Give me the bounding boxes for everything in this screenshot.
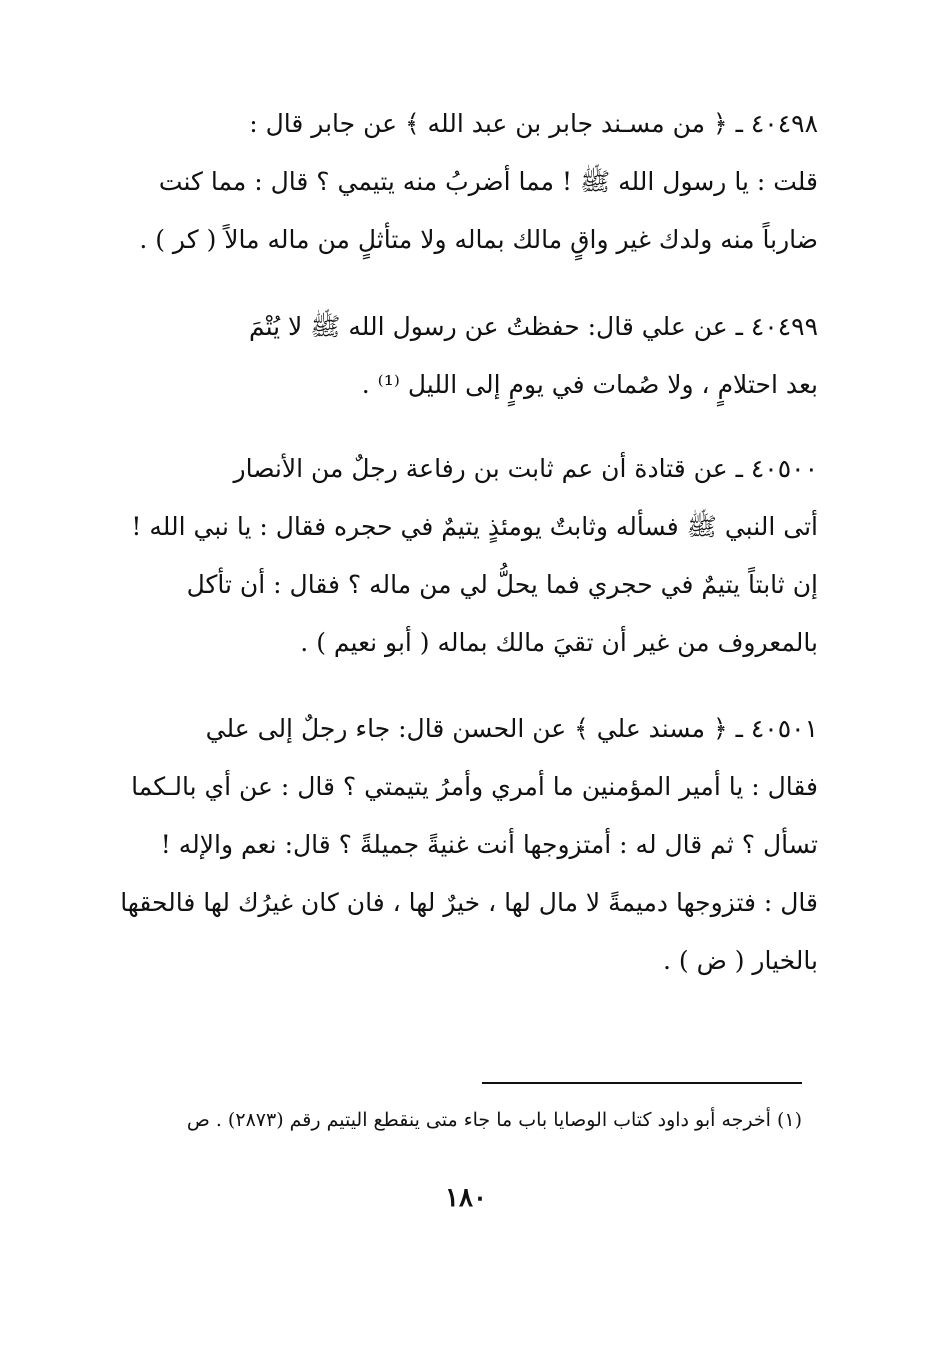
text-line: ٤٠٥٠٠ ـ عن قتادة أن عم ثابت بن رفاعة رجلٌ من الأنصار <box>233 454 818 483</box>
hadith-40499 <box>96 298 818 414</box>
footnote-divider <box>482 1082 802 1084</box>
hadith-40500 <box>96 440 818 672</box>
hadith-40501 <box>96 700 818 990</box>
text-line: أتى النبي ﷺ فسأله وثابتٌ يومئذٍ يتيمٌ في حجره فقال : يا نبي الله ! <box>131 512 818 541</box>
hadith-40498 <box>96 95 818 269</box>
text-line: بالمعروف من غير أن تقيَ مالك بماله ( أبو نعيم ) . <box>300 628 818 657</box>
page-number: ١٨٠ <box>445 1183 487 1213</box>
text-line: فقال : يا أمير المؤمنين ما أمري وأمرُ يتيمتي ؟ قال : عن أي بالـكما <box>131 772 818 801</box>
text-line: ٤٠٤٩٨ ـ ﴿ من مسـند جابر بن عبد الله ﴾ عن جابر قال : <box>249 109 818 138</box>
text-line: بالخيار ( ض ) . <box>662 946 818 975</box>
footnote: (١) أخرجه أبو داود كتاب الوصايا باب ما جاء متى ينقطع اليتيم رقم (٢٨٧٣) . ص <box>186 1109 802 1131</box>
text-line: بعد احتلامٍ ، ولا صُمات في يومٍ إلى الليل ⁽¹⁾ . <box>361 370 818 399</box>
text-line: قال : فتزوجها دميمةً لا مال لها ، خيرٌ لها ، فان كان غيرُك لها فالحقها <box>120 888 818 917</box>
text-line: ٤٠٤٩٩ ـ عن علي قال: حفظتُ عن رسول الله ﷺ لا يُتْمَ <box>248 312 818 341</box>
text-line: ضارباً منه ولدك غير واقٍ مالك بماله ولا متأثلٍ من ماله مالاً ( كر ) . <box>139 225 818 254</box>
text-line: ٤٠٥٠١ ـ ﴿ مسند علي ﴾ عن الحسن قال: جاء رجلٌ إلى علي <box>205 714 818 743</box>
text-line: تسأل ؟ ثم قال له : أمتزوجها أنت غنيةً جميلةً ؟ قال: نعم والإله ! <box>160 830 818 859</box>
text-line: إن ثابتاً يتيمٌ في حجري فما يحلُّ لي من ماله ؟ فقال : أن تأكل <box>186 570 818 599</box>
text-line: قلت : يا رسول الله ﷺ ! مما أضربُ منه يتيمي ؟ قال : مما كنت <box>158 167 818 196</box>
